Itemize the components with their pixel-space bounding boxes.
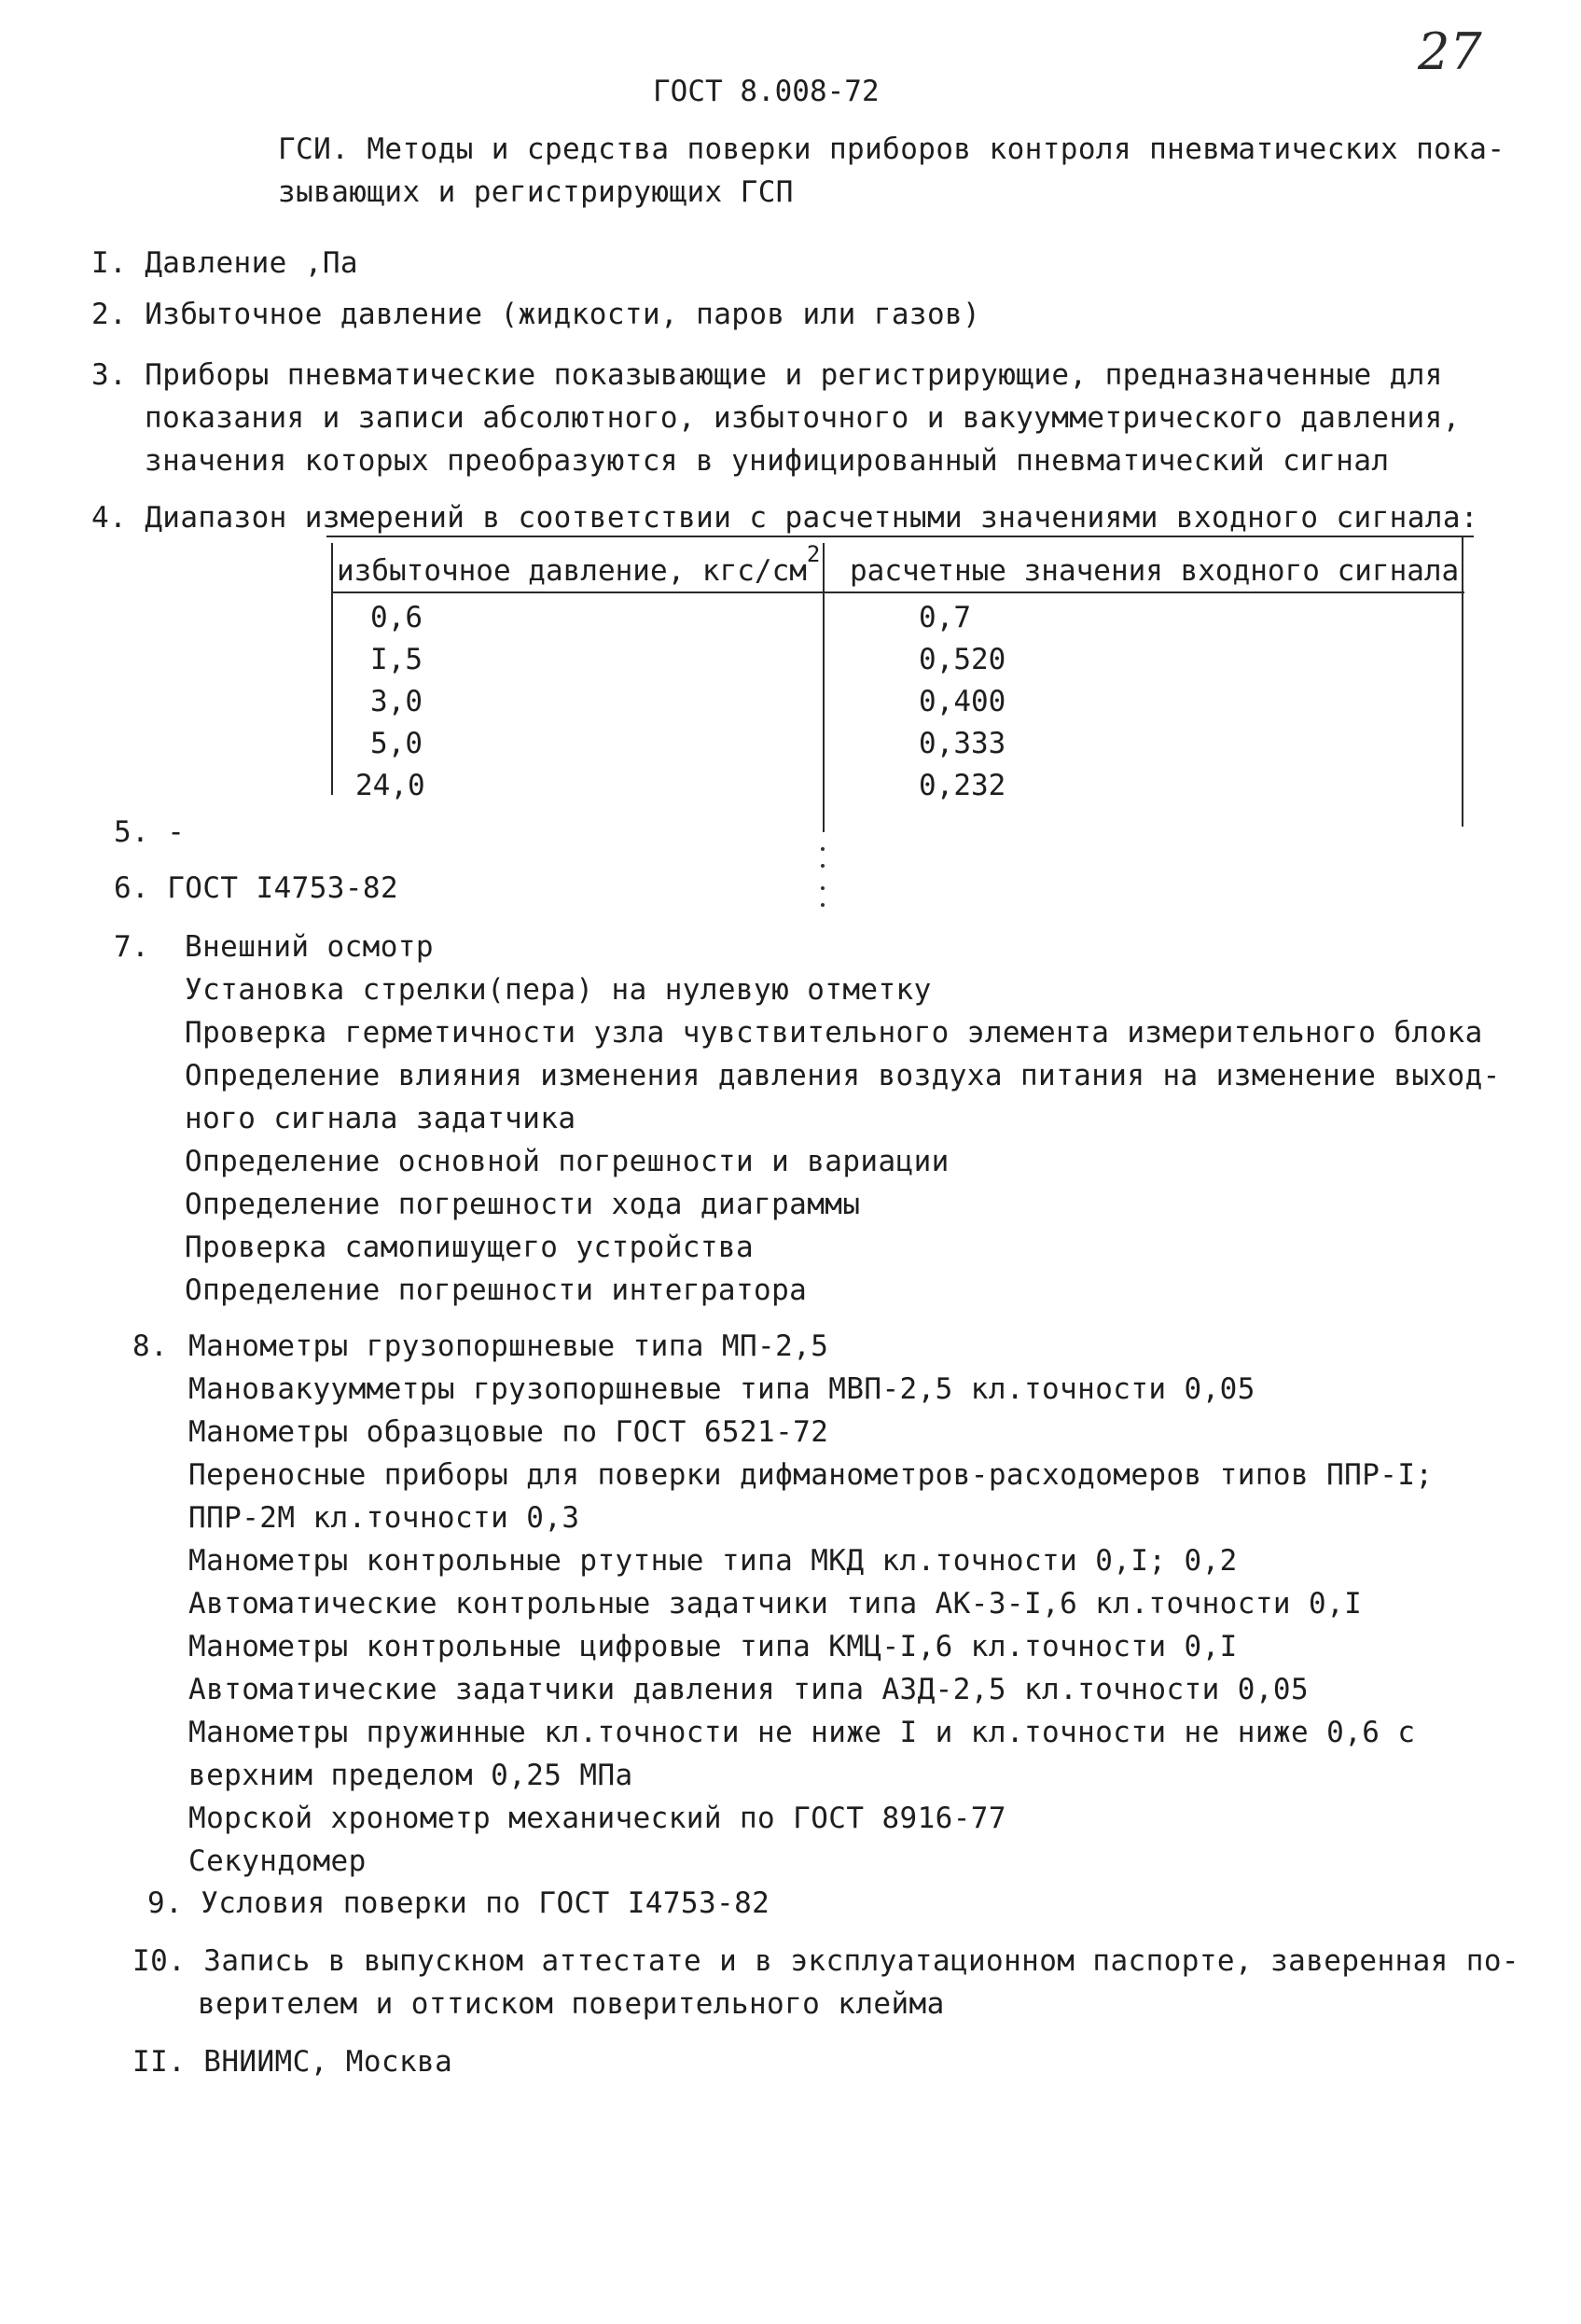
table-header-pressure-text: избыточное давление, кгс/см bbox=[337, 554, 807, 588]
table-cell-signal: 0,333 bbox=[919, 727, 1006, 760]
item-11: II. ВНИИМС, Москва bbox=[132, 2045, 453, 2079]
table-cell-pressure: 24,0 bbox=[355, 769, 425, 802]
stray-mark bbox=[821, 847, 825, 851]
item-10-line-1: I0. Запись в выпускном аттестате и в эксплуатационном паспорте, заверенная по- bbox=[132, 1944, 1519, 1978]
item-8-line: Морской хронометр механический по ГОСТ 8916-77 bbox=[188, 1802, 1006, 1835]
item-8-line: Манометры пружинные кл.точности не ниже I и кл.точности не ниже 0,6 с bbox=[188, 1716, 1416, 1749]
item-8-line: Переносные приборы для поверки дифманометров-расходомеров типов ППР-I; bbox=[188, 1458, 1434, 1492]
item-7-line: Определение влияния изменения давления воздуха питания на изменение выход- bbox=[185, 1059, 1501, 1092]
item-8-line: Автоматические контрольные задатчики типа АК-3-I,6 кл.точности 0,I bbox=[188, 1587, 1363, 1621]
table-header-superscript: 2 bbox=[806, 541, 821, 567]
item-5: 5. - bbox=[114, 815, 186, 849]
item-7-line: Определение погрешности интегратора bbox=[185, 1273, 808, 1307]
item-1: I. Давление ,Па bbox=[91, 246, 358, 280]
item-3-line-2: показания и записи абсолютного, избыточного и вакуумметрического давления, bbox=[145, 401, 1461, 435]
measurement-range-table bbox=[331, 543, 1464, 832]
item-7-line: Внешний осмотр bbox=[185, 930, 434, 964]
item-8-line: Автоматические задатчики давления типа АЗД-2,5 кл.точности 0,05 bbox=[188, 1673, 1310, 1706]
item-2: 2. Избыточное давление (жидкости, паров или газов) bbox=[91, 298, 981, 331]
item-3-line-3: значения которых преобразуются в унифицированный пневматический сигнал bbox=[145, 444, 1390, 478]
table-cell-pressure: I,5 bbox=[370, 643, 423, 676]
table-column-divider bbox=[823, 543, 825, 832]
item-7-line: Установка стрелки(пера) на нулевую отметку bbox=[185, 973, 932, 1007]
stray-mark bbox=[821, 864, 825, 868]
table-cell-signal: 0,400 bbox=[919, 685, 1006, 718]
item-8-number: 8. bbox=[132, 1329, 169, 1363]
stray-mark bbox=[821, 903, 825, 907]
item-4: 4. Диапазон измерений в соответствии с расчетными значениями входного сигнала: bbox=[91, 501, 1478, 535]
table-top-line bbox=[326, 536, 1474, 537]
item-6: 6. ГОСТ I4753-82 bbox=[114, 871, 399, 905]
item-8-line: Манометры грузопоршневые типа МП-2,5 bbox=[188, 1329, 829, 1363]
item-8-line: Секундомер bbox=[188, 1844, 367, 1878]
table-header-line bbox=[331, 591, 1464, 593]
item-10-line-2: верителем и оттиском поверительного клейма bbox=[198, 1987, 945, 2021]
table-cell-signal: 0,7 bbox=[919, 601, 971, 634]
table-header-signal: расчетные значения входного сигнала bbox=[850, 554, 1460, 588]
table-header-pressure bbox=[337, 541, 821, 591]
document-header: ГОСТ 8.008-72 bbox=[653, 75, 880, 108]
table-cell-pressure: 3,0 bbox=[370, 685, 423, 718]
item-8-line: Манометры контрольные ртутные типа МКД кл.точности 0,I; 0,2 bbox=[188, 1544, 1238, 1578]
title-line-1: ГСИ. Методы и средства поверки приборов контроля пневматических пока- bbox=[278, 132, 1505, 166]
item-8-line: Манометры контрольные цифровые типа КМЦ-I,6 кл.точности 0,I bbox=[188, 1630, 1238, 1663]
table-cell-signal: 0,232 bbox=[919, 769, 1006, 802]
item-7-number: 7. bbox=[114, 930, 150, 964]
title-line-2: зывающих и регистрирующих ГСП bbox=[278, 175, 794, 209]
table-cell-pressure: 5,0 bbox=[370, 727, 423, 760]
table-right-border bbox=[1462, 537, 1463, 827]
item-9: 9. Условия поверки по ГОСТ I4753-82 bbox=[147, 1886, 770, 1920]
item-7-line: ного сигнала задатчика bbox=[185, 1102, 576, 1135]
item-8-line: ППР-2М кл.точности 0,3 bbox=[188, 1501, 580, 1535]
table-left-border bbox=[331, 543, 333, 795]
item-7-line: Проверка герметичности узла чувствительного элемента измерительного блока bbox=[185, 1016, 1483, 1050]
table-cell-signal: 0,520 bbox=[919, 643, 1006, 676]
item-8-line: Манометры образцовые по ГОСТ 6521-72 bbox=[188, 1415, 829, 1449]
table-cell-pressure: 0,6 bbox=[370, 601, 423, 634]
stray-mark bbox=[821, 886, 825, 890]
item-7-line: Определение основной погрешности и вариации bbox=[185, 1145, 950, 1178]
item-3-line-1: 3. Приборы пневматические показывающие и регистрирующие, предназначенные для bbox=[91, 358, 1443, 392]
item-7-line: Определение погрешности хода диаграммы bbox=[185, 1188, 861, 1221]
item-8-line: верхним пределом 0,25 МПа bbox=[188, 1759, 633, 1792]
item-7-line: Проверка самопишущего устройства bbox=[185, 1231, 755, 1264]
page-number: 27 bbox=[1418, 22, 1482, 81]
item-8-line: Мановакуумметры грузопоршневые типа МВП-2,5 кл.точности 0,05 bbox=[188, 1372, 1255, 1406]
